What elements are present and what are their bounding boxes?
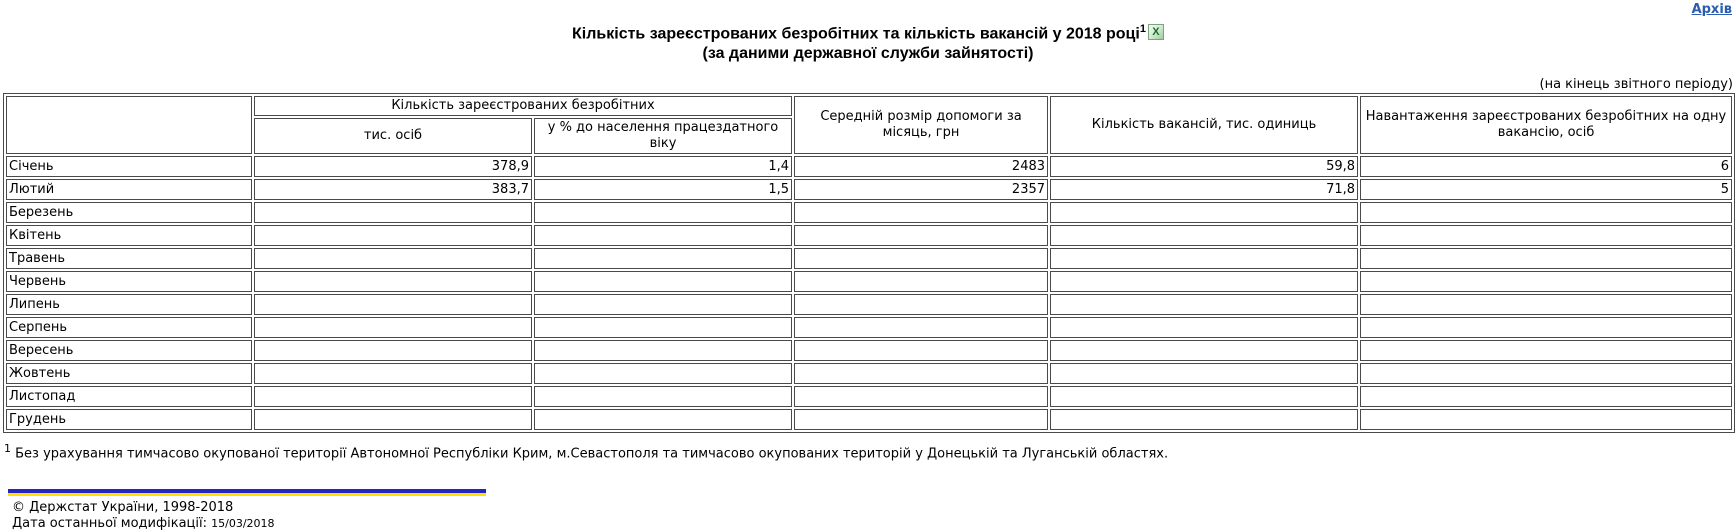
month-cell: Січень [6,156,252,177]
value-cell: 378,9 [254,156,532,177]
excel-icon-glyph: X [1152,26,1160,39]
value-cell [794,317,1048,338]
value-cell [534,386,792,407]
value-cell [794,202,1048,223]
flag-divider [8,489,486,496]
value-cell [254,225,532,246]
column-header-avg-benefit: Середній розмір допомоги за місяць, грн [794,96,1048,154]
value-cell [534,271,792,292]
month-cell: Червень [6,271,252,292]
table-row [6,248,1732,269]
value-cell: 59,8 [1050,156,1358,177]
value-cell: 383,7 [254,179,532,200]
value-cell [1360,271,1732,292]
value-cell [1360,363,1732,384]
table-row [6,225,1732,246]
value-cell [1360,248,1732,269]
value-cell [1050,225,1358,246]
column-header-load-per-vacancy: Навантаження зареєстрованих безробітних на одну вакансію, осіб [1360,96,1732,154]
table-row [6,294,1732,315]
value-cell [1360,409,1732,430]
month-cell: Вересень [6,340,252,361]
value-cell [1360,340,1732,361]
value-cell: 1,5 [534,179,792,200]
value-cell [794,409,1048,430]
table-row [6,386,1732,407]
flag-divider-yellow [8,493,486,496]
value-cell: 5 [1360,179,1732,200]
value-cell [1050,248,1358,269]
table-row [6,409,1732,430]
table-row [6,179,1732,200]
page-title [0,19,1736,64]
month-cell: Липень [6,294,252,315]
value-cell [1360,294,1732,315]
value-cell [1360,225,1732,246]
value-cell [794,225,1048,246]
value-cell [534,294,792,315]
table-row [6,156,1732,177]
table-body [6,156,1732,430]
month-cell: Грудень [6,409,252,430]
value-cell [254,317,532,338]
top-link-row [0,0,1736,17]
value-cell [1050,409,1358,430]
value-cell [254,363,532,384]
value-cell [534,363,792,384]
month-cell: Квітень [6,225,252,246]
value-cell [1360,386,1732,407]
title-line-1 [0,19,1736,44]
value-cell [1360,202,1732,223]
value-cell [794,294,1048,315]
month-cell: Жовтень [6,363,252,384]
table-row [6,317,1732,338]
value-cell [534,317,792,338]
value-cell [254,340,532,361]
value-cell [1050,317,1358,338]
value-cell [1050,271,1358,292]
value-cell [534,248,792,269]
value-cell [794,340,1048,361]
value-cell [1050,294,1358,315]
table-row [6,271,1732,292]
value-cell [534,202,792,223]
title-line-2: (за даними державної служби зайнятості) [702,45,1034,63]
value-cell [1050,340,1358,361]
footnote [4,442,1736,461]
value-cell [254,409,532,430]
value-cell [794,248,1048,269]
month-cell: Серпень [6,317,252,338]
value-cell: 2357 [794,179,1048,200]
month-cell: Лютий [6,179,252,200]
unemployment-table [3,93,1735,433]
value-cell [1050,363,1358,384]
value-cell [254,386,532,407]
value-cell: 1,4 [534,156,792,177]
last-modified-date: 15/03/2018 [211,516,275,530]
table-row [6,363,1732,384]
value-cell: 6 [1360,156,1732,177]
last-modified-line [12,516,1736,531]
value-cell [254,294,532,315]
column-header-thousand-persons: тис. осіб [254,118,532,154]
footnote-text: Без урахування тимчасово окупованої території Автономної Республіки Крим, м.Севастополя та тимчасово окупованих територій у Донецькій та Луганській областях. [15,446,1169,462]
footnote-marker: 1 [4,442,11,456]
value-cell [794,271,1048,292]
value-cell [794,386,1048,407]
value-cell [1050,386,1358,407]
copyright-text: © Держстат України, 1998-2018 [12,499,234,515]
value-cell [534,409,792,430]
header-row-1 [6,96,1732,116]
month-cell: Березень [6,202,252,223]
column-header-percent-working-age: у % до населення працездатного віку [534,118,792,154]
value-cell: 2483 [794,156,1048,177]
month-column-header [6,96,252,154]
column-header-vacancies: Кількість вакансій, тис. одиниць [1050,96,1358,154]
value-cell [534,225,792,246]
value-cell: 71,8 [1050,179,1358,200]
table-row [6,340,1732,361]
value-cell [1360,317,1732,338]
month-cell: Листопад [6,386,252,407]
value-cell [794,363,1048,384]
value-cell [534,340,792,361]
value-cell [1050,202,1358,223]
last-modified-label: Дата останньої модифікації: [12,515,207,531]
value-cell [254,248,532,269]
month-cell: Травень [6,248,252,269]
archive-link[interactable]: Архів [1691,2,1732,17]
excel-file-icon[interactable] [1148,24,1164,40]
value-cell [254,202,532,223]
value-cell [254,271,532,292]
period-note: (на кінець звітного періоду) [1539,77,1733,93]
table-row [6,202,1732,223]
title-text: Кількість зареєстрованих безробітних та кількість вакансій у 2018 році [572,25,1140,43]
group-header-registered-unemployed: Кількість зареєстрованих безробітних [254,96,792,116]
title-footnote-marker: 1 [1139,23,1146,35]
